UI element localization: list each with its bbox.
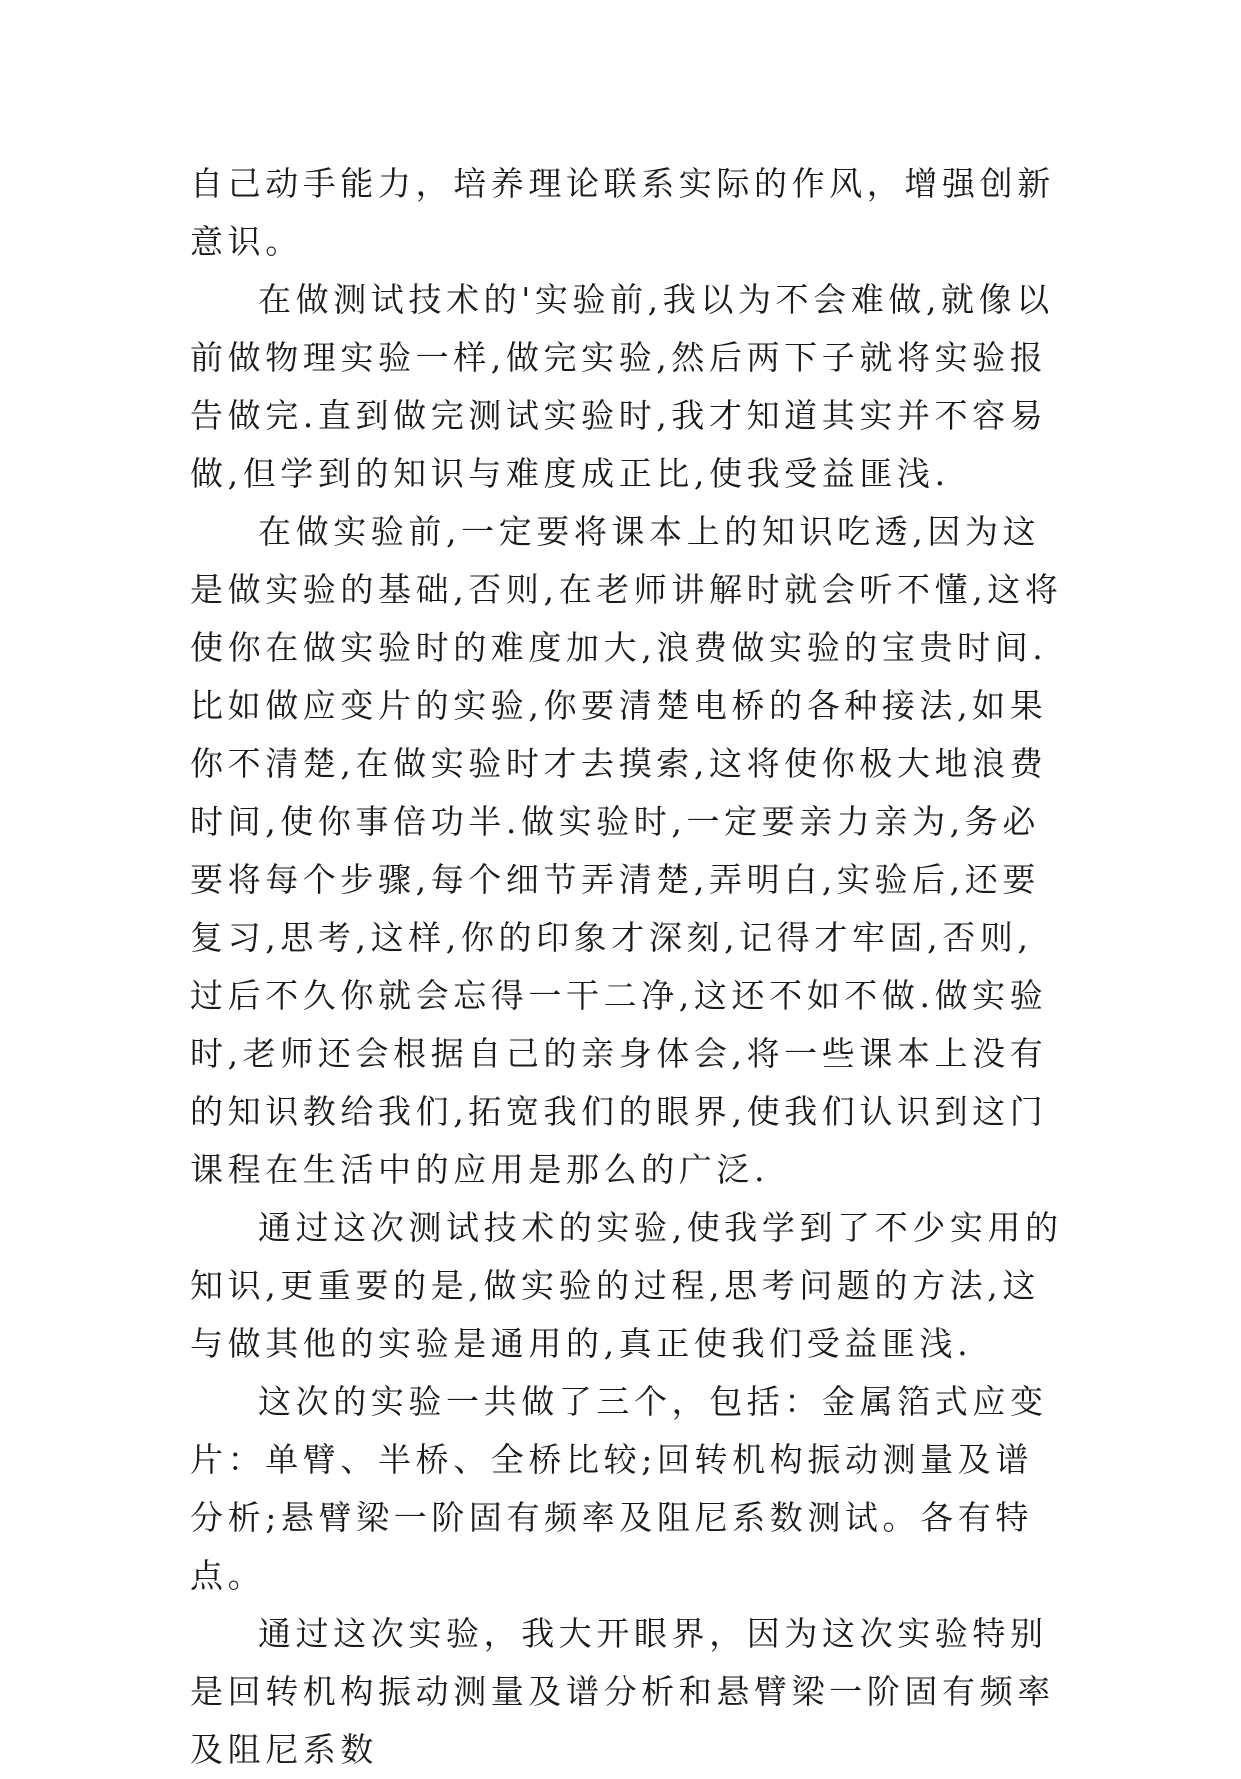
- paragraph-before-experiment: 在做测试技术的'实验前,我以为不会难做,就像以前做物理实验一样,做完实验,然后两下子就将实验报告做完.直到做完测试实验时,我才知道其实并不容易做,但学到的知识与难度成正比,使我受益匪浅.: [190, 280, 1054, 493]
- paragraph-preparation: 在做实验前,一定要将课本上的知识吃透,因为这是做实验的基础,否则,在老师讲解时就会听不懂,这将使你在做实验时的难度加大,浪费做实验的宝贵时间.比如做应变片的实验,你要清楚电桥的各种接法,如果你不清楚,在做实验时才去摸索,这将使你极大地浪费时间,使你事倍功半.做实验时,一定要亲力亲为,务必要将每个步骤,每个细节弄清楚,弄明白,实验后,还要复习,思考,这样,你的印象才深刻,记得才牢固,否则,过后不久你就会忘得一干二净,这还不如不做.做实验时,老师还会根据自己的亲身体会,将一些课本上没有的知识教给我们,拓宽我们的眼界,使我们认识到这门课程在生活中的应用是那么的广泛.: [190, 512, 1063, 1189]
- paragraph-three-experiments: 这次的实验一共做了三个，包括：金属箔式应变片：单臂、半桥、全桥比较;回转机构振动测量及谱分析;悬臂梁一阶固有频率及阻尼系数测试。各有特点。: [190, 1382, 1048, 1595]
- paragraph-knowledge-gained: 通过这次测试技术的实验,使我学到了不少实用的知识,更重要的是,做实验的过程,思考问题的方法,这与做其他的实验是通用的,真正使我们受益匪浅.: [190, 1208, 1063, 1363]
- document-body: [190, 155, 1070, 1779]
- paragraph-continuation: 自己动手能力，培养理论联系实际的作风，增强创新意识。: [190, 164, 1055, 261]
- paragraph-eye-opening: 通过这次实验，我大开眼界，因为这次实验特别是回转机构振动测量及谱分析和悬臂梁一阶固有频率及阻尼系数: [190, 1614, 1055, 1769]
